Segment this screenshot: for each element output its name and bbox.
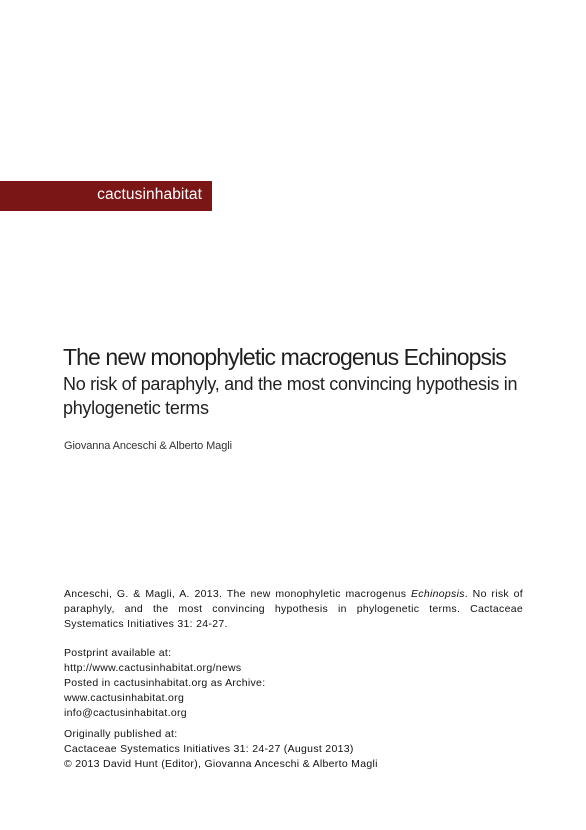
citation-text-end: . No risk of paraphyly, and the most convincing hypothesis in phylogenetic terms. Cactaceae Systematics Initiatives 31: 24-27. (64, 588, 523, 630)
publication-info (64, 727, 534, 772)
citation-text-start: Anceschi, G. & Magli, A. 2013. The new monophyletic macrogenus (64, 588, 411, 600)
citation (64, 587, 523, 632)
site-banner (0, 181, 212, 211)
article-title: The new monophyletic macrogenus Echinopsis (63, 344, 506, 370)
published-source: Cactaceae Systematics Initiatives 31: 24-27 (August 2013) (64, 743, 354, 755)
copyright-notice: © 2013 David Hunt (Editor), Giovanna Anceschi & Alberto Magli (64, 758, 378, 770)
site-name: cactusinhabitat (97, 186, 202, 203)
article-subtitle: No risk of paraphyly, and the most convincing hypothesis in phylogenetic terms (63, 374, 518, 418)
site-link[interactable]: www.cactusinhabitat.org (64, 692, 185, 704)
published-heading: Originally published at: (64, 728, 178, 740)
news-link[interactable]: http://www.cactusinhabitat.org/news (64, 662, 242, 674)
postprint-info (64, 646, 534, 721)
citation-genus: Echinopsis (410, 588, 465, 600)
email-link[interactable]: info@cactusinhabitat.org (64, 707, 187, 719)
authors: Giovanna Anceschi & Alberto Magli (64, 440, 232, 452)
postprint-heading: Postprint available at: (64, 647, 172, 659)
archive-line: Posted in cactusinhabitat.org as Archive: (64, 677, 266, 689)
